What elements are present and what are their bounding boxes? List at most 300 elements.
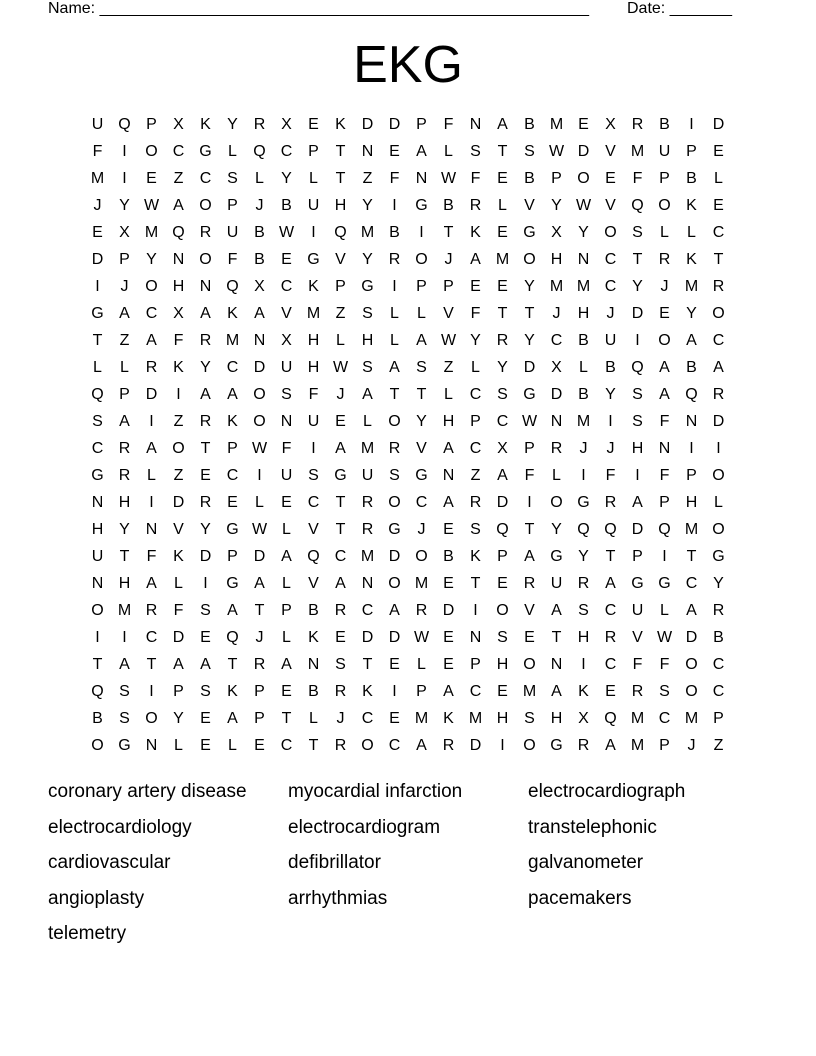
grid-letter[interactable]: G xyxy=(118,737,131,754)
grid-letter[interactable]: S xyxy=(227,170,238,187)
grid-letter[interactable]: O xyxy=(145,143,158,160)
grid-letter[interactable]: X xyxy=(497,440,508,457)
grid-letter[interactable]: P xyxy=(227,440,238,457)
grid-letter[interactable]: H xyxy=(685,494,698,511)
grid-letter[interactable]: C xyxy=(658,710,671,727)
grid-letter[interactable]: X xyxy=(254,278,265,295)
grid-letter[interactable]: W xyxy=(440,170,457,187)
grid-letter[interactable]: W xyxy=(575,197,592,214)
grid-letter[interactable]: J xyxy=(552,305,561,322)
grid-letter[interactable]: Q xyxy=(631,359,644,376)
grid-letter[interactable]: D xyxy=(712,413,725,430)
grid-letter[interactable]: H xyxy=(550,710,563,727)
grid-letter[interactable]: S xyxy=(578,602,589,619)
grid-letter[interactable]: C xyxy=(226,359,239,376)
grid-letter[interactable]: V xyxy=(173,521,184,538)
grid-letter[interactable]: O xyxy=(199,197,212,214)
grid-letter[interactable]: V xyxy=(443,305,454,322)
grid-letter[interactable]: E xyxy=(389,143,400,160)
grid-letter[interactable]: A xyxy=(227,602,238,619)
grid-letter[interactable]: S xyxy=(362,305,373,322)
grid-letter[interactable]: M xyxy=(117,602,132,619)
grid-letter[interactable]: L xyxy=(336,332,345,349)
grid-letter[interactable]: Q xyxy=(496,521,509,538)
grid-letter[interactable]: I xyxy=(311,440,316,457)
grid-letter[interactable]: O xyxy=(361,737,374,754)
grid-letter[interactable]: C xyxy=(226,467,239,484)
grid-letter[interactable]: K xyxy=(470,548,481,565)
grid-letter[interactable]: C xyxy=(712,656,725,673)
grid-letter[interactable]: A xyxy=(389,602,400,619)
grid-letter[interactable]: B xyxy=(281,197,292,214)
grid-letter[interactable]: S xyxy=(497,386,508,403)
grid-letter[interactable]: P xyxy=(632,548,643,565)
grid-letter[interactable]: E xyxy=(227,494,238,511)
grid-letter[interactable]: N xyxy=(145,737,158,754)
grid-letter[interactable]: X xyxy=(281,116,292,133)
grid-letter[interactable]: S xyxy=(335,656,346,673)
grid-letter[interactable]: D xyxy=(91,251,104,268)
grid-letter[interactable]: C xyxy=(469,440,482,457)
grid-letter[interactable]: T xyxy=(335,521,346,538)
grid-letter[interactable]: I xyxy=(716,440,721,457)
grid-letter[interactable]: J xyxy=(255,629,264,646)
grid-letter[interactable]: J xyxy=(660,278,669,295)
grid-letter[interactable]: Q xyxy=(307,548,320,565)
grid-letter[interactable]: H xyxy=(118,494,131,511)
grid-letter[interactable]: O xyxy=(604,224,617,241)
grid-letter[interactable]: Y xyxy=(632,278,643,295)
grid-letter[interactable]: E xyxy=(524,629,535,646)
grid-letter[interactable]: H xyxy=(496,656,509,673)
grid-letter[interactable]: T xyxy=(686,548,697,565)
grid-letter[interactable]: O xyxy=(685,683,698,700)
grid-letter[interactable]: M xyxy=(225,332,240,349)
grid-letter[interactable]: E xyxy=(470,278,481,295)
grid-letter[interactable]: O xyxy=(577,170,590,187)
grid-letter[interactable]: T xyxy=(254,602,265,619)
grid-letter[interactable]: A xyxy=(443,494,454,511)
grid-letter[interactable]: L xyxy=(444,143,453,160)
grid-letter[interactable]: G xyxy=(523,224,536,241)
grid-letter[interactable]: Z xyxy=(335,305,346,322)
grid-letter[interactable]: S xyxy=(632,224,643,241)
grid-letter[interactable]: Y xyxy=(146,251,157,268)
grid-letter[interactable]: J xyxy=(579,440,588,457)
grid-letter[interactable]: W xyxy=(548,143,565,160)
grid-letter[interactable]: O xyxy=(685,656,698,673)
grid-letter[interactable]: B xyxy=(308,683,319,700)
grid-letter[interactable]: A xyxy=(281,656,292,673)
grid-letter[interactable]: R xyxy=(199,224,212,241)
grid-letter[interactable]: L xyxy=(552,467,561,484)
grid-letter[interactable]: H xyxy=(118,575,131,592)
grid-letter[interactable]: I xyxy=(149,413,154,430)
grid-letter[interactable]: Y xyxy=(713,575,724,592)
grid-letter[interactable]: B xyxy=(524,170,535,187)
grid-letter[interactable]: C xyxy=(415,494,428,511)
grid-letter[interactable]: R xyxy=(604,629,617,646)
grid-letter[interactable]: C xyxy=(604,656,617,673)
grid-letter[interactable]: P xyxy=(416,278,427,295)
grid-letter[interactable]: O xyxy=(145,710,158,727)
grid-letter[interactable]: E xyxy=(605,170,616,187)
grid-letter[interactable]: G xyxy=(334,467,347,484)
grid-letter[interactable]: I xyxy=(122,143,127,160)
grid-letter[interactable]: G xyxy=(226,575,239,592)
grid-letter[interactable]: E xyxy=(497,170,508,187)
grid-letter[interactable]: W xyxy=(521,413,538,430)
grid-letter[interactable]: I xyxy=(392,197,397,214)
grid-letter[interactable]: U xyxy=(604,332,617,349)
grid-letter[interactable]: P xyxy=(713,710,724,727)
grid-letter[interactable]: E xyxy=(200,629,211,646)
grid-letter[interactable]: N xyxy=(577,251,590,268)
grid-letter[interactable]: P xyxy=(227,197,238,214)
grid-letter[interactable]: I xyxy=(311,224,316,241)
grid-letter[interactable]: O xyxy=(145,278,158,295)
grid-letter[interactable]: I xyxy=(527,494,532,511)
grid-letter[interactable]: U xyxy=(550,575,563,592)
grid-letter[interactable]: Y xyxy=(551,521,562,538)
grid-letter[interactable]: P xyxy=(686,467,697,484)
grid-letter[interactable]: P xyxy=(470,413,481,430)
grid-letter[interactable]: P xyxy=(281,602,292,619)
grid-letter[interactable]: A xyxy=(524,548,535,565)
grid-letter[interactable]: M xyxy=(630,737,645,754)
grid-letter[interactable]: E xyxy=(281,251,292,268)
grid-letter[interactable]: T xyxy=(335,494,346,511)
grid-letter[interactable]: F xyxy=(632,170,643,187)
grid-letter[interactable]: I xyxy=(608,413,613,430)
grid-letter[interactable]: R xyxy=(199,494,212,511)
grid-letter[interactable]: T xyxy=(227,656,238,673)
grid-letter[interactable]: A xyxy=(470,251,481,268)
grid-letter[interactable]: L xyxy=(255,494,264,511)
grid-letter[interactable]: M xyxy=(306,305,321,322)
grid-letter[interactable]: E xyxy=(200,467,211,484)
grid-letter[interactable]: E xyxy=(200,737,211,754)
grid-letter[interactable]: S xyxy=(632,413,643,430)
grid-letter[interactable]: E xyxy=(497,278,508,295)
grid-letter[interactable]: D xyxy=(442,602,455,619)
grid-letter[interactable]: W xyxy=(440,332,457,349)
grid-letter[interactable]: B xyxy=(308,602,319,619)
grid-letter[interactable]: J xyxy=(444,251,453,268)
grid-letter[interactable]: O xyxy=(415,251,428,268)
grid-letter[interactable]: T xyxy=(605,548,616,565)
grid-letter[interactable]: P xyxy=(659,494,670,511)
grid-letter[interactable]: T xyxy=(92,656,103,673)
grid-letter[interactable]: P xyxy=(686,143,697,160)
grid-letter[interactable]: C xyxy=(496,413,509,430)
grid-letter[interactable]: J xyxy=(417,521,426,538)
grid-letter[interactable]: Y xyxy=(605,386,616,403)
grid-letter[interactable]: T xyxy=(200,440,211,457)
grid-letter[interactable]: H xyxy=(550,251,563,268)
grid-letter[interactable]: Y xyxy=(686,305,697,322)
grid-letter[interactable]: I xyxy=(122,629,127,646)
grid-letter[interactable]: N xyxy=(685,413,698,430)
grid-letter[interactable]: S xyxy=(497,629,508,646)
grid-letter[interactable]: U xyxy=(280,359,293,376)
grid-letter[interactable]: B xyxy=(254,251,265,268)
grid-letter[interactable]: Q xyxy=(91,386,104,403)
grid-letter[interactable]: J xyxy=(606,440,615,457)
grid-letter[interactable]: I xyxy=(581,467,586,484)
grid-letter[interactable]: T xyxy=(335,143,346,160)
grid-letter[interactable]: B xyxy=(389,224,400,241)
grid-letter[interactable]: L xyxy=(363,413,372,430)
grid-letter[interactable]: O xyxy=(91,602,104,619)
grid-letter[interactable]: A xyxy=(443,440,454,457)
grid-letter[interactable]: E xyxy=(389,656,400,673)
grid-letter[interactable]: C xyxy=(604,278,617,295)
grid-letter[interactable]: D xyxy=(577,143,590,160)
grid-letter[interactable]: R xyxy=(631,683,644,700)
grid-letter[interactable]: A xyxy=(146,575,157,592)
grid-letter[interactable]: E xyxy=(713,197,724,214)
grid-letter[interactable]: C xyxy=(280,278,293,295)
grid-letter[interactable]: A xyxy=(119,413,130,430)
grid-letter[interactable]: T xyxy=(713,251,724,268)
grid-letter[interactable]: L xyxy=(174,575,183,592)
grid-letter[interactable]: G xyxy=(415,467,428,484)
grid-letter[interactable]: Q xyxy=(631,197,644,214)
grid-letter[interactable]: D xyxy=(361,629,374,646)
grid-letter[interactable]: I xyxy=(203,575,208,592)
grid-letter[interactable]: I xyxy=(473,602,478,619)
grid-letter[interactable]: R xyxy=(145,602,158,619)
grid-letter[interactable]: P xyxy=(119,251,130,268)
grid-letter[interactable]: G xyxy=(307,251,320,268)
grid-letter[interactable]: F xyxy=(308,386,319,403)
grid-letter[interactable]: A xyxy=(146,332,157,349)
grid-letter[interactable]: Y xyxy=(551,197,562,214)
grid-letter[interactable]: N xyxy=(280,413,293,430)
grid-letter[interactable]: Y xyxy=(470,332,481,349)
grid-letter[interactable]: I xyxy=(392,278,397,295)
grid-letter[interactable]: D xyxy=(631,305,644,322)
grid-letter[interactable]: P xyxy=(551,170,562,187)
grid-letter[interactable]: M xyxy=(360,224,375,241)
grid-letter[interactable]: Y xyxy=(362,251,373,268)
grid-letter[interactable]: M xyxy=(522,683,537,700)
grid-letter[interactable]: Q xyxy=(577,521,590,538)
grid-letter[interactable]: O xyxy=(712,305,725,322)
grid-letter[interactable]: L xyxy=(390,332,399,349)
grid-letter[interactable]: Q xyxy=(658,521,671,538)
grid-letter[interactable]: Y xyxy=(200,359,211,376)
grid-letter[interactable]: R xyxy=(334,737,347,754)
grid-letter[interactable]: D xyxy=(712,116,725,133)
grid-letter[interactable]: Z xyxy=(173,467,184,484)
grid-letter[interactable]: J xyxy=(255,197,264,214)
grid-letter[interactable]: G xyxy=(523,386,536,403)
grid-letter[interactable]: L xyxy=(282,575,291,592)
grid-letter[interactable]: H xyxy=(361,332,374,349)
grid-letter[interactable]: M xyxy=(468,710,483,727)
grid-letter[interactable]: M xyxy=(549,116,564,133)
grid-letter[interactable]: K xyxy=(443,710,454,727)
grid-letter[interactable]: K xyxy=(173,359,184,376)
grid-letter[interactable]: R xyxy=(415,602,428,619)
grid-letter[interactable]: C xyxy=(199,170,212,187)
grid-letter[interactable]: A xyxy=(551,683,562,700)
grid-letter[interactable]: D xyxy=(199,548,212,565)
grid-letter[interactable]: E xyxy=(200,710,211,727)
grid-letter[interactable]: U xyxy=(91,116,104,133)
grid-letter[interactable]: A xyxy=(227,386,238,403)
grid-letter[interactable]: A xyxy=(200,386,211,403)
grid-letter[interactable]: A xyxy=(497,116,508,133)
grid-letter[interactable]: C xyxy=(145,305,158,322)
grid-letter[interactable]: U xyxy=(658,143,671,160)
grid-letter[interactable]: H xyxy=(307,332,320,349)
grid-letter[interactable]: P xyxy=(659,170,670,187)
grid-letter[interactable]: I xyxy=(689,440,694,457)
grid-letter[interactable]: D xyxy=(145,386,158,403)
grid-letter[interactable]: H xyxy=(307,359,320,376)
grid-letter[interactable]: U xyxy=(307,197,320,214)
grid-letter[interactable]: N xyxy=(199,278,212,295)
grid-letter[interactable]: E xyxy=(713,143,724,160)
grid-letter[interactable]: K xyxy=(173,548,184,565)
grid-letter[interactable]: A xyxy=(443,683,454,700)
grid-letter[interactable]: N xyxy=(469,116,482,133)
grid-letter[interactable]: E xyxy=(605,683,616,700)
grid-letter[interactable]: Y xyxy=(173,710,184,727)
grid-letter[interactable]: E xyxy=(497,575,508,592)
grid-letter[interactable]: O xyxy=(658,197,671,214)
grid-letter[interactable]: Q xyxy=(604,710,617,727)
grid-letter[interactable]: S xyxy=(119,710,130,727)
grid-letter[interactable]: C xyxy=(469,386,482,403)
grid-letter[interactable]: Y xyxy=(524,332,535,349)
grid-letter[interactable]: M xyxy=(495,251,510,268)
grid-letter[interactable]: Z xyxy=(173,170,184,187)
grid-letter[interactable]: E xyxy=(254,737,265,754)
grid-letter[interactable]: Q xyxy=(226,629,239,646)
grid-letter[interactable]: R xyxy=(334,602,347,619)
grid-letter[interactable]: I xyxy=(95,629,100,646)
grid-letter[interactable]: N xyxy=(550,656,563,673)
grid-letter[interactable]: N xyxy=(469,629,482,646)
grid-letter[interactable]: E xyxy=(281,494,292,511)
grid-letter[interactable]: Q xyxy=(226,278,239,295)
grid-letter[interactable]: Q xyxy=(91,683,104,700)
grid-letter[interactable]: B xyxy=(443,548,454,565)
grid-letter[interactable]: A xyxy=(254,305,265,322)
grid-letter[interactable]: L xyxy=(282,521,291,538)
grid-letter[interactable]: R xyxy=(550,440,563,457)
grid-letter[interactable]: R xyxy=(388,251,401,268)
grid-letter[interactable]: O xyxy=(91,737,104,754)
grid-letter[interactable]: F xyxy=(173,332,184,349)
grid-letter[interactable]: R xyxy=(118,440,131,457)
grid-letter[interactable]: T xyxy=(281,710,292,727)
grid-letter[interactable]: N xyxy=(91,575,104,592)
grid-letter[interactable]: A xyxy=(200,656,211,673)
grid-letter[interactable]: P xyxy=(335,278,346,295)
grid-letter[interactable]: R xyxy=(334,683,347,700)
grid-letter[interactable]: K xyxy=(308,629,319,646)
grid-letter[interactable]: A xyxy=(686,602,697,619)
grid-letter[interactable]: J xyxy=(336,710,345,727)
grid-letter[interactable]: O xyxy=(415,548,428,565)
grid-letter[interactable]: A xyxy=(389,359,400,376)
grid-letter[interactable]: Z xyxy=(470,467,481,484)
grid-letter[interactable]: Z xyxy=(443,359,454,376)
grid-letter[interactable]: F xyxy=(632,656,643,673)
grid-letter[interactable]: L xyxy=(309,170,318,187)
grid-letter[interactable]: L xyxy=(309,710,318,727)
grid-letter[interactable]: R xyxy=(253,656,266,673)
grid-letter[interactable]: P xyxy=(416,683,427,700)
grid-letter[interactable]: W xyxy=(143,197,160,214)
grid-letter[interactable]: L xyxy=(444,386,453,403)
grid-letter[interactable]: I xyxy=(635,332,640,349)
grid-letter[interactable]: T xyxy=(632,251,643,268)
grid-letter[interactable]: O xyxy=(172,440,185,457)
grid-letter[interactable]: L xyxy=(579,359,588,376)
grid-letter[interactable]: A xyxy=(713,359,724,376)
grid-letter[interactable]: G xyxy=(712,548,725,565)
grid-letter[interactable]: C xyxy=(712,224,725,241)
grid-letter[interactable]: I xyxy=(662,548,667,565)
grid-letter[interactable]: W xyxy=(413,629,430,646)
grid-letter[interactable]: K xyxy=(227,305,238,322)
grid-letter[interactable]: D xyxy=(253,359,266,376)
grid-letter[interactable]: D xyxy=(550,386,563,403)
grid-letter[interactable]: V xyxy=(632,629,643,646)
grid-letter[interactable]: E xyxy=(497,224,508,241)
grid-letter[interactable]: E xyxy=(335,413,346,430)
grid-letter[interactable]: F xyxy=(524,467,535,484)
grid-letter[interactable]: G xyxy=(415,197,428,214)
grid-letter[interactable]: S xyxy=(416,359,427,376)
grid-letter[interactable]: T xyxy=(146,656,157,673)
grid-letter[interactable]: U xyxy=(361,467,374,484)
grid-letter[interactable]: V xyxy=(524,602,535,619)
grid-letter[interactable]: L xyxy=(498,197,507,214)
grid-letter[interactable]: K xyxy=(686,251,697,268)
grid-letter[interactable]: I xyxy=(122,170,127,187)
grid-letter[interactable]: G xyxy=(631,575,644,592)
grid-letter[interactable]: A xyxy=(146,440,157,457)
grid-letter[interactable]: T xyxy=(470,575,481,592)
grid-letter[interactable]: L xyxy=(228,737,237,754)
grid-letter[interactable]: D xyxy=(388,629,401,646)
grid-letter[interactable]: G xyxy=(199,143,212,160)
grid-letter[interactable]: J xyxy=(336,386,345,403)
grid-letter[interactable]: D xyxy=(361,116,374,133)
grid-letter[interactable]: F xyxy=(470,170,481,187)
grid-letter[interactable]: J xyxy=(687,737,696,754)
grid-letter[interactable]: T xyxy=(551,629,562,646)
grid-letter[interactable]: B xyxy=(578,386,589,403)
grid-letter[interactable]: E xyxy=(389,710,400,727)
grid-letter[interactable]: S xyxy=(200,602,211,619)
grid-letter[interactable]: D xyxy=(631,521,644,538)
grid-letter[interactable]: E xyxy=(443,629,454,646)
grid-letter[interactable]: Y xyxy=(227,116,238,133)
grid-letter[interactable]: I xyxy=(257,467,262,484)
grid-letter[interactable]: R xyxy=(199,413,212,430)
grid-letter[interactable]: I xyxy=(689,116,694,133)
grid-letter[interactable]: Y xyxy=(524,278,535,295)
grid-letter[interactable]: A xyxy=(632,494,643,511)
